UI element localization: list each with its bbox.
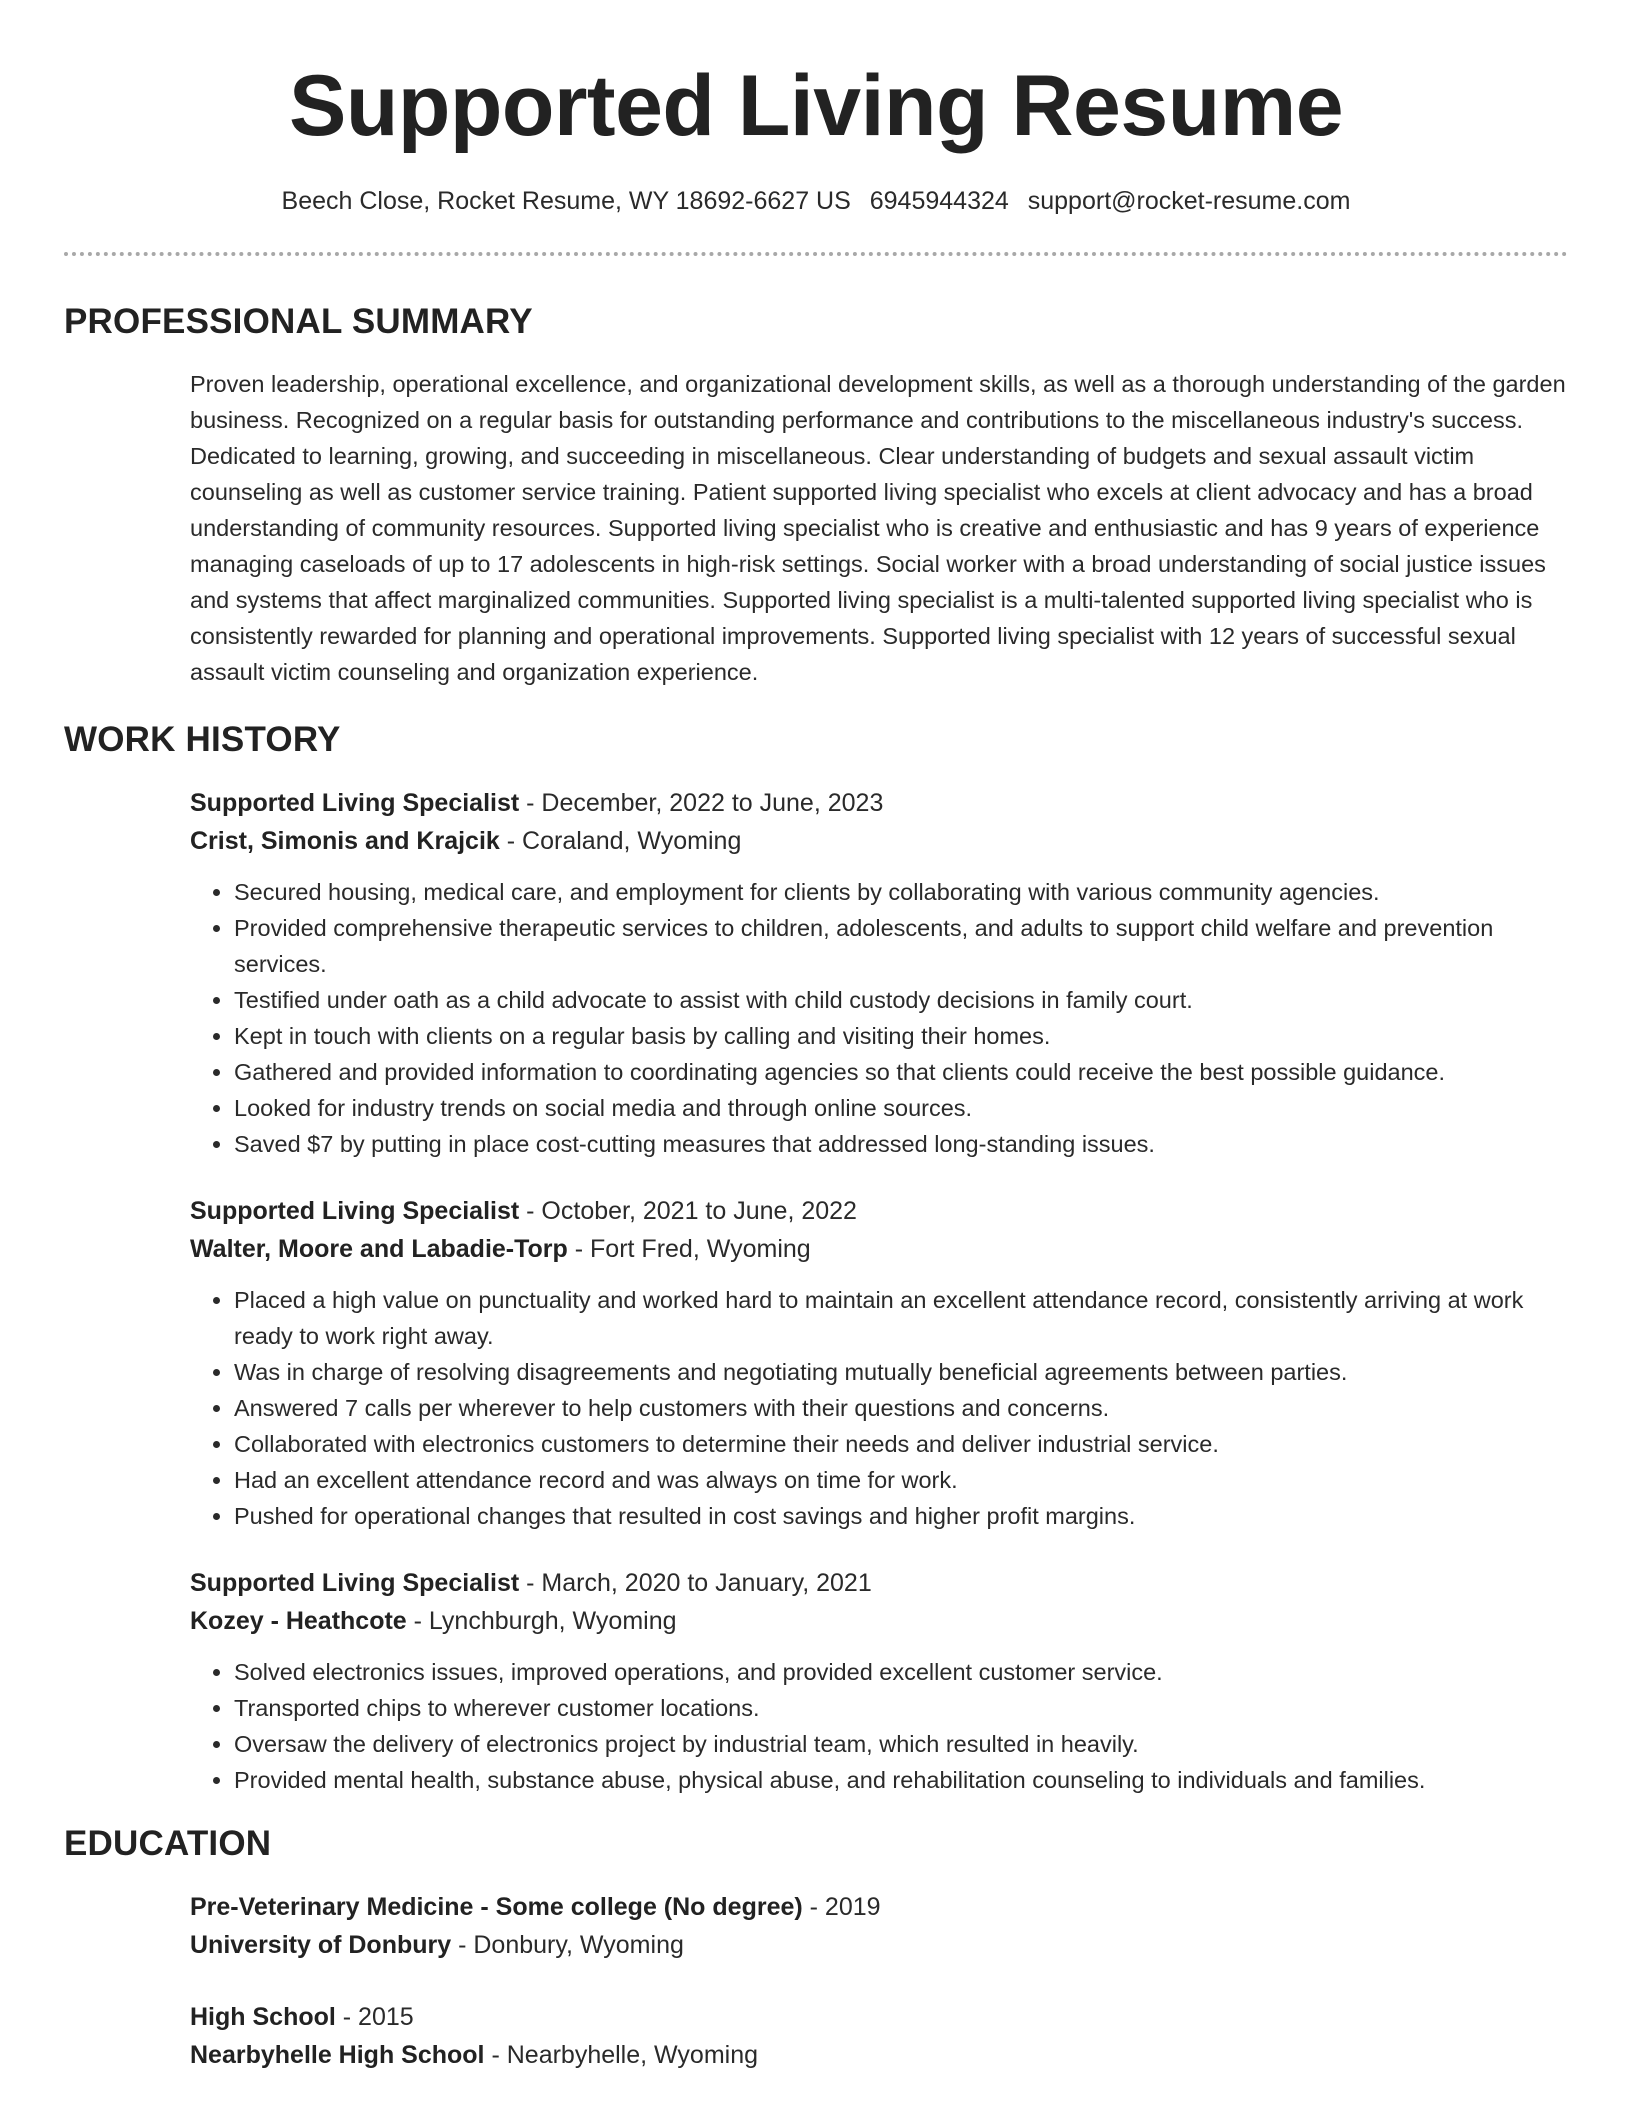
education-degree-line <box>190 1998 1568 2036</box>
job-entry <box>190 1564 1568 1798</box>
education-school: University of Donbury <box>190 1931 452 1959</box>
list-item: • Transported chips to wherever customer locations. <box>234 1690 1568 1726</box>
job-dates: - October, 2021 to June, 2022 <box>519 1197 857 1225</box>
job-dates: - March, 2020 to January, 2021 <box>519 1569 872 1597</box>
education-location: - Donbury, Wyoming <box>451 1931 684 1959</box>
education-location: - Nearbyhelle, Wyoming <box>484 2041 759 2069</box>
contact-phone: 6945944324 <box>869 187 1009 215</box>
job-entry <box>190 1192 1568 1534</box>
job-entry <box>190 784 1568 1162</box>
job-location: - Coraland, Wyoming <box>499 827 742 855</box>
list-item: • Collaborated with electronics customers to determine their needs and deliver industrial service. <box>234 1426 1568 1462</box>
work-history-heading: WORK HISTORY <box>64 720 341 759</box>
job-dates: - December, 2022 to June, 2023 <box>519 789 884 817</box>
job-title: Supported Living Specialist <box>190 1197 520 1225</box>
job-title-line <box>190 1192 1568 1230</box>
list-item: • Looked for industry trends on social media and through online sources. <box>234 1090 1568 1126</box>
list-item: • Answered 7 calls per wherever to help customers with their questions and concerns. <box>234 1390 1568 1426</box>
list-item: • Saved $7 by putting in place cost-cutting measures that addressed long-standing issues. <box>234 1126 1568 1162</box>
education-year: - 2019 <box>802 1893 881 1921</box>
job-company-line <box>190 1602 1568 1640</box>
job-bullets <box>190 874 1568 1162</box>
education-school: Nearbyhelle High School <box>190 2041 485 2069</box>
summary-text: Proven leadership, operational excellence, and organizational development skills, as well as a thorough understanding of the garden business. Recognized on a regular basis for outstanding performance and contributions to the miscellaneous industry's success. Dedicated to learning, growing, and succeeding in miscellaneous. Clear understanding of budgets and sexual assault victim counseling as well as customer service training. Patient supported living specialist who excels at client advocacy and has a broad understanding of community resources. Supported living specialist who is creative and enthusiastic and has 9 years of experience managing caseloads of up to 17 adolescents in high-risk settings. Social worker with a broad understanding of social justice issues and systems that affect marginalized communities. Supported living specialist is a multi-talented supported living specialist who is consistently rewarded for planning and operational improvements. Supported living specialist with 12 years of successful sexual assault victim counseling and organization experience. <box>190 371 1566 685</box>
resume-page <box>64 0 1568 2074</box>
list-item: • Secured housing, medical care, and employment for clients by collaborating with various community agencies. <box>234 874 1568 910</box>
list-item: • Had an excellent attendance record and was always on time for work. <box>234 1462 1568 1498</box>
education-entry <box>190 1888 1568 1964</box>
education-heading: EDUCATION <box>64 1824 272 1863</box>
job-location: - Fort Fred, Wyoming <box>567 1235 811 1263</box>
job-title: Supported Living Specialist <box>190 789 520 817</box>
education-school-line <box>190 2036 1568 2074</box>
resume-title: Supported Living Resume <box>288 58 1344 154</box>
list-item: • Kept in touch with clients on a regular basis by calling and visiting their homes. <box>234 1018 1568 1054</box>
list-item: • Testified under oath as a child advocate to assist with child custody decisions in family court. <box>234 982 1568 1018</box>
job-company: Crist, Simonis and Krajcik <box>190 827 500 855</box>
education-degree: Pre-Veterinary Medicine - Some college (No degree) <box>190 1893 803 1921</box>
contact-address: Beech Close, Rocket Resume, WY 18692-6627 US <box>281 187 851 215</box>
list-item: • Was in charge of resolving disagreements and negotiating mutually beneficial agreements between parties. <box>234 1354 1568 1390</box>
list-item: • Placed a high value on punctuality and worked hard to maintain an excellent attendance record, consistently arriving at work ready to work right away. <box>234 1282 1568 1354</box>
job-location: - Lynchburgh, Wyoming <box>406 1607 677 1635</box>
list-item: • Provided mental health, substance abuse, physical abuse, and rehabilitation counseling to individuals and families. <box>234 1762 1568 1798</box>
contact-email: support@rocket-resume.com <box>1027 187 1351 215</box>
list-item: • Pushed for operational changes that resulted in cost savings and higher profit margins. <box>234 1498 1568 1534</box>
education-degree: High School <box>190 2003 336 2031</box>
job-company: Kozey - Heathcote <box>190 1607 407 1635</box>
list-item: • Gathered and provided information to coordinating agencies so that clients could receive the best possible guidance. <box>234 1054 1568 1090</box>
work-history-section <box>64 718 1568 1798</box>
job-company-line <box>190 1230 1568 1268</box>
job-bullets <box>190 1654 1568 1798</box>
job-title: Supported Living Specialist <box>190 1569 520 1597</box>
education-degree-line <box>190 1888 1568 1926</box>
list-item: • Provided comprehensive therapeutic services to children, adolescents, and adults to support child welfare and prevention services. <box>234 910 1568 982</box>
job-title-line <box>190 1564 1568 1602</box>
summary-section <box>64 300 1568 690</box>
job-bullets <box>190 1282 1568 1534</box>
education-section <box>64 1822 1568 2074</box>
list-item: • Solved electronics issues, improved operations, and provided excellent customer service. <box>234 1654 1568 1690</box>
header-divider <box>64 252 1568 256</box>
job-title-line <box>190 784 1568 822</box>
education-year: - 2015 <box>335 2003 414 2031</box>
list-item: • Oversaw the delivery of electronics project by industrial team, which resulted in heavily. <box>234 1726 1568 1762</box>
summary-heading: PROFESSIONAL SUMMARY <box>64 302 533 341</box>
education-school-line <box>190 1926 1568 1964</box>
education-entry <box>190 1998 1568 2074</box>
contact-line <box>64 184 1568 218</box>
job-company-line <box>190 822 1568 860</box>
job-company: Walter, Moore and Labadie-Torp <box>190 1235 568 1263</box>
